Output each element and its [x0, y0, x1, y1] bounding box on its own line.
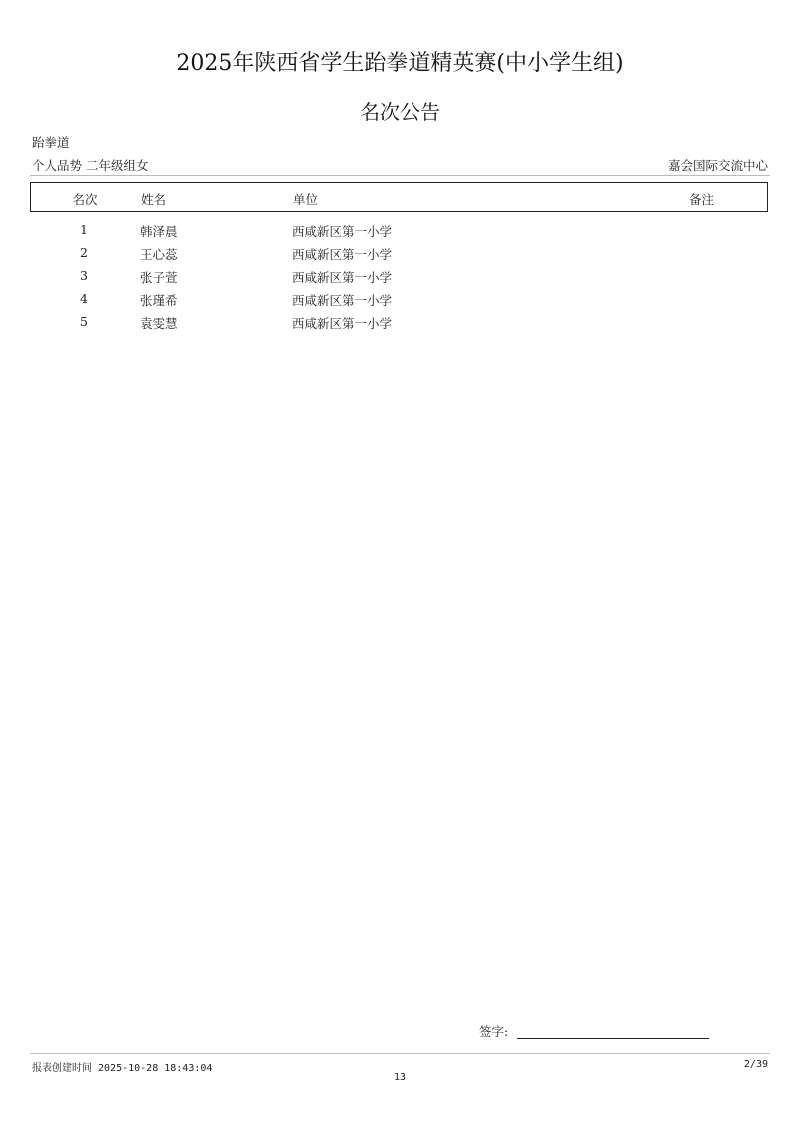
page-info: 2/39	[743, 1059, 768, 1070]
table-row	[0, 245, 800, 268]
name-cell: 王心蕊	[140, 247, 178, 262]
table-row	[0, 268, 800, 291]
unit-cell: 西咸新区第一小学	[292, 293, 393, 308]
unit-cell: 西咸新区第一小学	[292, 270, 393, 285]
results-table-body	[0, 222, 800, 337]
report-created-time: 报表创建时间 2025-10-28 18:43:04	[32, 1063, 213, 1074]
name-cell: 张瑾希	[140, 293, 178, 308]
name-cell: 韩泽晨	[140, 224, 178, 239]
footer-divider	[30, 1053, 770, 1054]
rank-cell: 3	[80, 268, 88, 283]
event-label: 个人品势 二年级组女	[32, 158, 149, 173]
signature-label: 签字:	[479, 1024, 509, 1039]
unit-cell: 西咸新区第一小学	[292, 224, 393, 239]
rank-cell: 5	[80, 314, 88, 329]
column-header-remark: 备注	[689, 192, 715, 207]
page-number: 13	[393, 1072, 407, 1083]
unit-cell: 西咸新区第一小学	[292, 247, 393, 262]
signature-line	[517, 1038, 709, 1039]
table-row	[0, 314, 800, 337]
table-row	[0, 291, 800, 314]
header-divider	[30, 175, 770, 176]
rank-cell: 4	[80, 291, 88, 306]
table-header	[30, 182, 768, 212]
page-title: 2025年陕西省学生跆拳道精英赛(中小学生组)	[176, 51, 624, 76]
venue-label: 嘉会国际交流中心	[667, 158, 768, 173]
column-header-unit: 单位	[293, 192, 319, 207]
name-cell: 袁雯慧	[140, 316, 178, 331]
unit-cell: 西咸新区第一小学	[292, 316, 393, 331]
rank-cell: 2	[80, 245, 88, 260]
name-cell: 张子萱	[140, 270, 178, 285]
rank-cell: 1	[80, 222, 88, 237]
table-row	[0, 222, 800, 245]
sport-label: 跆拳道	[32, 135, 70, 150]
column-header-rank: 名次	[72, 192, 98, 207]
column-header-name: 姓名	[141, 192, 167, 207]
page-subtitle: 名次公告	[360, 100, 440, 124]
